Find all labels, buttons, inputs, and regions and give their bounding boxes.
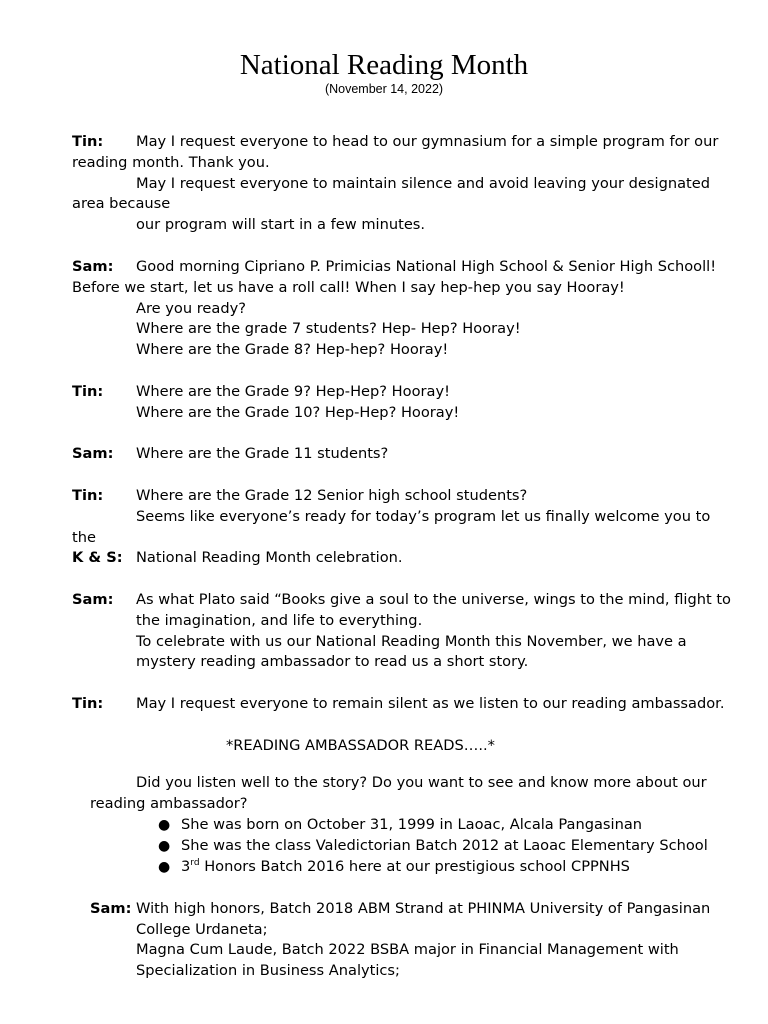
script-line: To celebrate with us our National Reading Month this November, we have a <box>136 633 687 650</box>
script-line: As what Plato said “Books give a soul to the universe, wings to the mind, flight to <box>136 591 731 608</box>
script-line: May I request everyone to maintain silence and avoid leaving your designated <box>136 175 710 192</box>
bullet-icon: ● <box>158 838 171 854</box>
script-line: With high honors, Batch 2018 ABM Strand at PHINMA University of Pangasinan <box>136 900 711 917</box>
bullet-item: She was the class Valedictorian Batch 2012 at Laoac Elementary School <box>181 837 708 854</box>
speaker-sam: Sam: <box>72 445 114 462</box>
script-line: reading month. Thank you. <box>72 154 270 171</box>
script-line: National Reading Month celebration. <box>136 549 403 566</box>
bullet-item <box>181 857 630 877</box>
speaker-tin: Tin: <box>72 695 104 712</box>
speaker-sam: Sam: <box>72 591 114 608</box>
speaker-sam: Sam: <box>72 258 114 275</box>
speaker-tin: Tin: <box>72 487 104 504</box>
script-line: Where are the grade 7 students? Hep- Hep? Hooray! <box>136 320 521 337</box>
script-line: Specialization in Business Analytics; <box>136 962 400 979</box>
script-line: the <box>72 529 96 546</box>
script-line: May I request everyone to head to our gymnasium for a simple program for our <box>136 133 719 150</box>
script-line: Where are the Grade 9? Hep-Hep? Hooray! <box>136 383 450 400</box>
script-line: our program will start in a few minutes. <box>136 216 426 233</box>
document-title: National Reading Month <box>239 49 529 81</box>
script-line: Are you ready? <box>136 300 246 317</box>
script-line: Did you listen well to the story? Do you want to see and know more about our <box>136 774 707 791</box>
script-line: Where are the Grade 8? Hep-hep? Hooray! <box>136 341 449 358</box>
script-line: Where are the Grade 12 Senior high school students? <box>136 487 528 504</box>
script-line: mystery reading ambassador to read us a short story. <box>136 653 529 670</box>
speaker-sam: Sam: <box>90 900 132 917</box>
script-line: area because <box>72 195 171 212</box>
script-line: Where are the Grade 10? Hep-Hep? Hooray! <box>136 404 460 421</box>
bullet-icon: ● <box>158 859 171 875</box>
script-line: Seems like everyone’s ready for today’s program let us finally welcome you to <box>136 508 711 525</box>
script-line: Good morning Cipriano P. Primicias National High School & Senior High Schooll! <box>136 258 717 275</box>
bullet-icon: ● <box>158 817 171 833</box>
bullet-item-number: 3 <box>181 858 191 875</box>
speaker-tin: Tin: <box>72 383 104 400</box>
script-line: College Urdaneta; <box>136 921 268 938</box>
script-line: Magna Cum Laude, Batch 2022 BSBA major in Financial Management with <box>136 941 679 958</box>
script-line: May I request everyone to remain silent as we listen to our reading ambassador. <box>136 695 725 712</box>
document-date: (November 14, 2022) <box>324 82 444 96</box>
script-line: reading ambassador? <box>90 795 248 812</box>
script-line: Before we start, let us have a roll call! When I say hep-hep you say Hooray! <box>72 279 625 296</box>
ordinal-suffix: rd <box>190 858 200 869</box>
speaker-tin: Tin: <box>72 133 104 150</box>
script-line: Where are the Grade 11 students? <box>136 445 389 462</box>
script-line: the imagination, and life to everything. <box>136 612 423 629</box>
bullet-item: She was born on October 31, 1999 in Laoac, Alcala Pangasinan <box>181 816 643 833</box>
bullet-item-text: Honors Batch 2016 here at our prestigious school CPPNHS <box>199 858 630 875</box>
stage-direction: *READING AMBASSADOR READS…..* <box>226 737 495 754</box>
speaker-ks: K & S: <box>72 549 123 566</box>
